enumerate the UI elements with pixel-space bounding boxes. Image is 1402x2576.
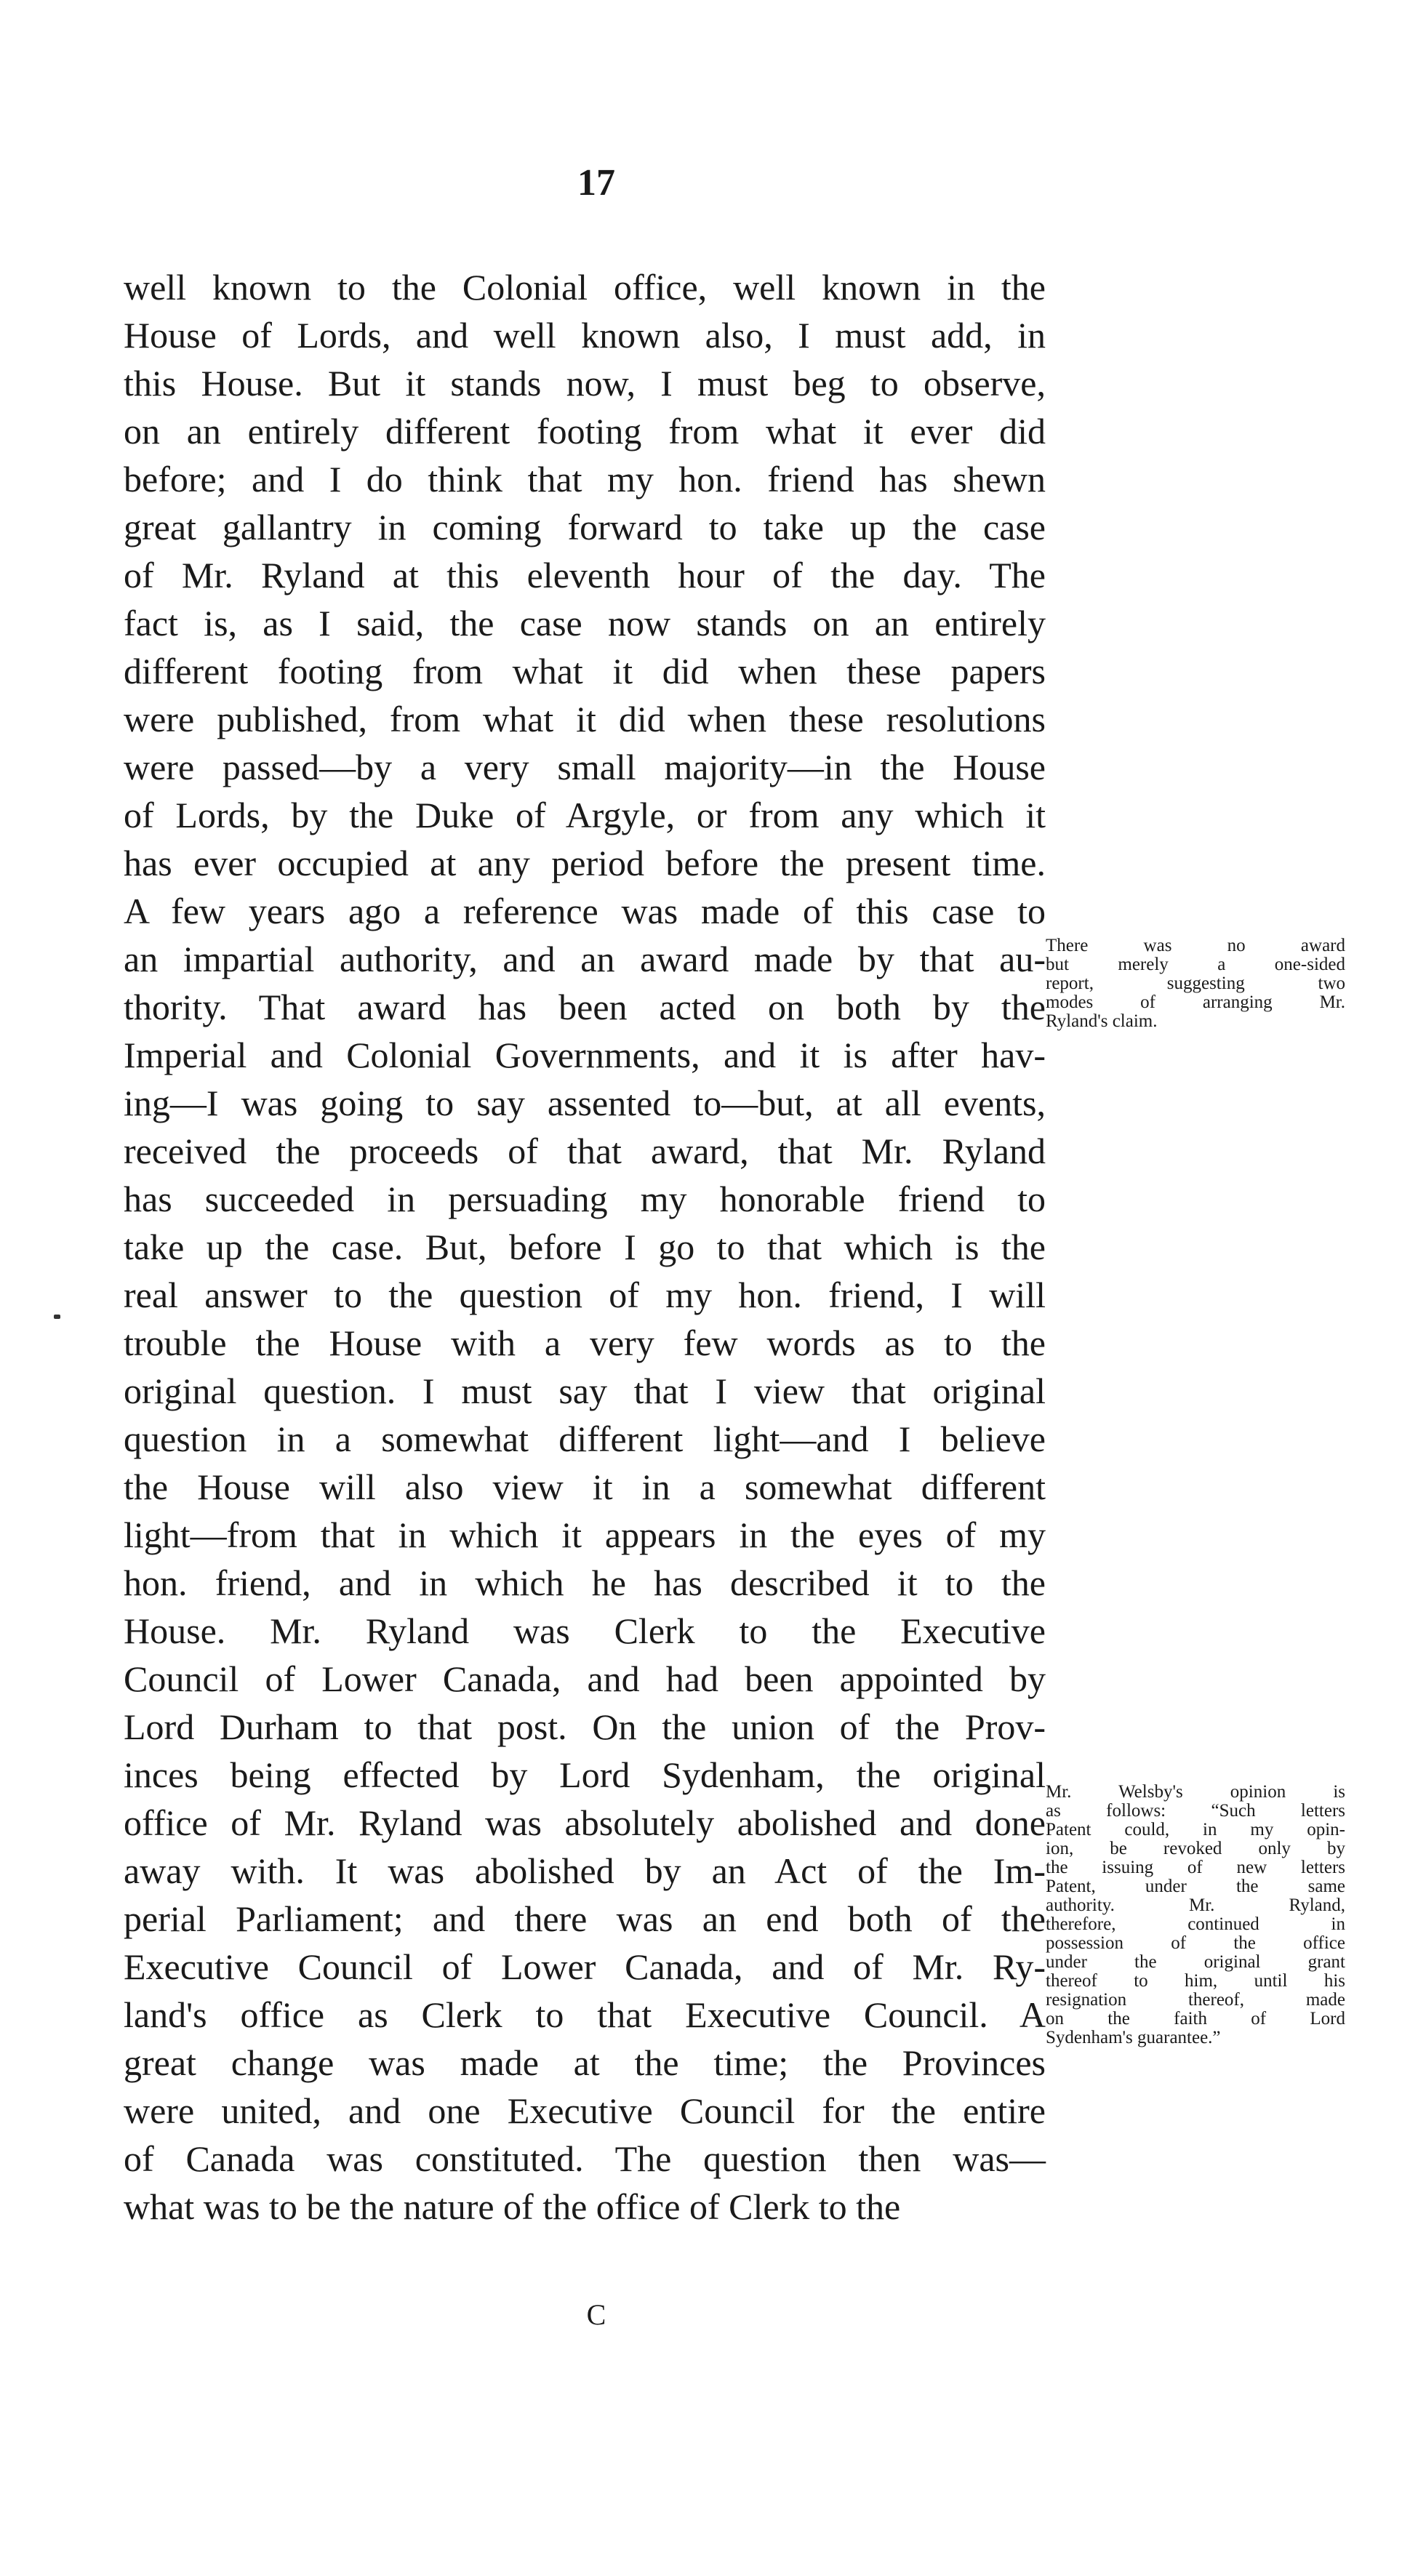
page-number: 17 [577,162,615,204]
body-text [124,263,1046,2231]
body-line: were united, and one Executive Council for the entire [124,2090,1046,2131]
body-line: House of Lords, and well known also, I must add, in [124,315,1046,356]
body-line: real answer to the question of my hon. friend, I will [124,1275,1046,1315]
body-line: light—from that in which it appears in the eyes of my [124,1514,1046,1555]
body-line: the House will also view it in a somewhat different [124,1466,1046,1507]
body-line: ing—I was going to say assented to—but, at all events, [124,1083,1046,1123]
body-line: before; and I do think that my hon. friend has shewn [124,459,1046,499]
body-line: what was to be the nature of the office of Clerk to the [124,2186,901,2227]
body-line: has ever occupied at any period before the present time. [124,843,1046,883]
margin-note-line: report, suggesting two [1046,974,1345,993]
margin-note-line: on the faith of Lord [1046,2009,1345,2029]
body-line: Lord Durham to that post. On the union of the Prov- [124,1706,1046,1747]
body-line: Executive Council of Lower Canada, and of Mr. Ry- [124,1946,1046,1987]
margin-note-line: as follows: “Such letters [1046,1801,1345,1821]
margin-note-line: therefore, continued in [1046,1914,1345,1934]
body-line: away with. It was abolished by an Act of the Im- [124,1850,1046,1891]
margin-note-line: possession of the office [1046,1933,1345,1953]
body-line: A few years ago a reference was made of this case to [124,891,1046,931]
body-line: question in a somewhat different light—and I believe [124,1419,1046,1459]
margin-note-line: under the original grant [1046,1952,1345,1972]
stray-ink-mark [54,1315,60,1319]
body-line: well known to the Colonial office, well known in the [124,267,1046,308]
body-line: different footing from what it did when these papers [124,651,1046,691]
body-line: received the proceeds of that award, that Mr. Ryland [124,1131,1046,1171]
body-line: of Mr. Ryland at this eleventh hour of the day. The [124,555,1046,595]
body-line: were passed—by a very small majority—in the House [124,747,1046,787]
margin-note-line: Patent could, in my opin- [1046,1820,1345,1839]
body-line: original question. I must say that I view that original [124,1371,1046,1411]
signature-mark: C [586,2298,606,2331]
body-line: perial Parliament; and there was an end both of the [124,1898,1046,1939]
margin-note-line: thereof to him, until his [1046,1971,1345,1991]
margin-note-line: authority. Mr. Ryland, [1046,1895,1345,1915]
margin-note-line: resignation thereof, made [1046,1990,1345,2010]
body-line: on an entirely different footing from what it ever did [124,411,1046,452]
margin-note-welsby-opinion [1046,1783,1345,2047]
body-line: of Canada was constituted. The question then was— [124,2138,1046,2179]
margin-note-line: There was no award [1046,936,1345,955]
margin-note-line: Ryland's claim. [1046,1011,1158,1031]
margin-note-line: Mr. Welsby's opinion is [1046,1782,1345,1802]
body-line: great change was made at the time; the Provinces [124,2042,1046,2083]
body-line: this House. But it stands now, I must beg to observe, [124,363,1046,404]
margin-note-line: but merely a one-sided [1046,955,1345,974]
body-line: fact is, as I said, the case now stands on an entirely [124,603,1046,643]
body-line: were published, from what it did when these resolutions [124,699,1046,739]
margin-note-line: Sydenham's guarantee.” [1046,2028,1221,2047]
body-line: hon. friend, and in which he has described it to the [124,1562,1046,1603]
body-line: land's office as Clerk to that Executive Council. A [124,1994,1046,2035]
body-line: great gallantry in coming forward to take up the case [124,507,1046,547]
body-line: trouble the House with a very few words as to the [124,1323,1046,1363]
margin-note-award [1046,936,1345,1031]
margin-note-line: the issuing of new letters [1046,1858,1345,1877]
margin-note-line: Patent, under the same [1046,1877,1345,1896]
body-line: of Lords, by the Duke of Argyle, or from any which it [124,795,1046,835]
body-line: House. Mr. Ryland was Clerk to the Executive [124,1610,1046,1651]
body-line: an impartial authority, and an award made by that au- [124,939,1046,979]
body-line: thority. That award has been acted on both by the [124,987,1046,1027]
body-line: has succeeded in persuading my honorable friend to [124,1179,1046,1219]
margin-note-line: modes of arranging Mr. [1046,992,1345,1012]
margin-note-line: ion, be revoked only by [1046,1839,1345,1858]
body-line: office of Mr. Ryland was absolutely abolished and done [124,1802,1046,1843]
body-line: Imperial and Colonial Governments, and it is after hav- [124,1035,1046,1075]
body-line: inces being effected by Lord Sydenham, the original [124,1754,1046,1795]
body-line: Council of Lower Canada, and had been appointed by [124,1658,1046,1699]
body-line: take up the case. But, before I go to that which is the [124,1227,1046,1267]
